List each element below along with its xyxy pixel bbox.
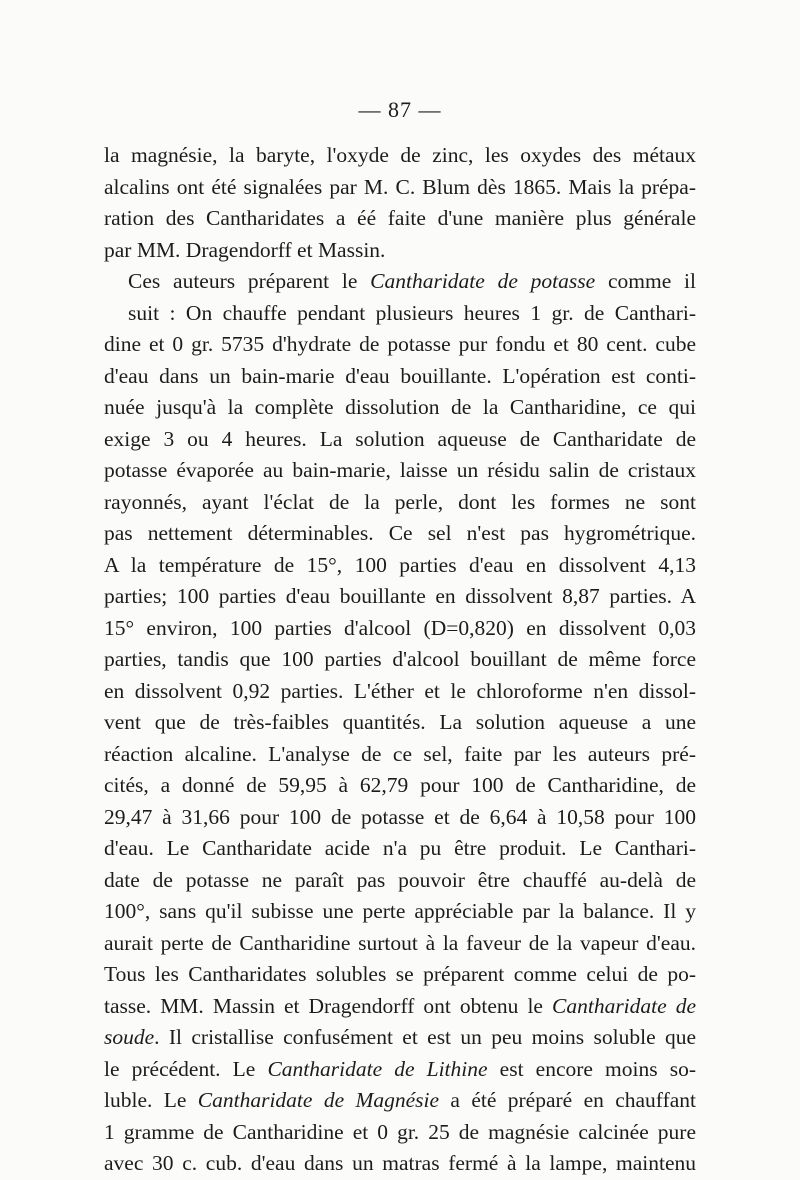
text-segment: suit : On chauffe pendant plusieurs heures 1 gr. de Canthari- bbox=[128, 300, 696, 325]
text-line bbox=[104, 140, 696, 172]
text-line bbox=[104, 1117, 696, 1149]
italic-text: Cantharidate de Lithine bbox=[267, 1056, 488, 1081]
text-line bbox=[104, 361, 696, 393]
text-segment: tasse. MM. Massin et Dragendorff ont obtenu le bbox=[104, 993, 552, 1018]
text-segment: est encore moins so- bbox=[487, 1056, 696, 1081]
text-line bbox=[104, 1148, 696, 1180]
text-segment: Tous les Cantharidates solubles se préparent comme celui de po- bbox=[104, 962, 696, 986]
text-line bbox=[104, 203, 696, 235]
text-segment: alcalins ont été signalées par M. C. Blum dès 1865. Mais la prépa- bbox=[104, 174, 696, 199]
text-line bbox=[104, 298, 696, 330]
text-segment: . Il cristallise confusément et est un peu moins soluble que bbox=[154, 1025, 696, 1049]
text-segment: le précédent. Le bbox=[104, 1056, 268, 1081]
text-line bbox=[104, 392, 696, 424]
text-line bbox=[104, 802, 696, 834]
text-segment: avec 30 c. cub. d'eau dans un matras fermé à la lampe, maintenu bbox=[104, 1151, 696, 1175]
text-segment: en dissolvent 0,92 parties. L'éther et le chloroforme n'en dissol- bbox=[104, 678, 696, 703]
text-line bbox=[104, 172, 696, 204]
text-segment: date de potasse ne paraît pas pouvoir être chauffé au-delà de bbox=[104, 867, 696, 892]
text-line bbox=[104, 865, 696, 897]
text-segment: Ces auteurs préparent le bbox=[128, 269, 371, 293]
text-segment: 15° environ, 100 parties d'alcool (D=0,820) en dissolvent 0,03 bbox=[104, 615, 696, 640]
italic-text: soude bbox=[104, 1025, 155, 1049]
text-segment: d'eau. Le Cantharidate acide n'a pu être produit. Le Canthari- bbox=[104, 836, 696, 860]
text-line bbox=[104, 1054, 696, 1086]
italic-text: Cantharidate de bbox=[552, 993, 696, 1018]
text-line bbox=[104, 550, 696, 582]
text-segment: ration des Cantharidates a éé faite d'une manière plus générale bbox=[104, 206, 696, 230]
text-segment: dine et 0 gr. 5735 d'hydrate de potasse pur fondu et 80 cent. cube bbox=[104, 332, 696, 356]
text-segment: luble. Le bbox=[104, 1088, 198, 1112]
text-segment: potasse évaporée au bain-marie, laisse un résidu salin de cristaux bbox=[104, 458, 696, 482]
text-line bbox=[104, 487, 696, 519]
italic-text: Cantharidate de Magnésie bbox=[197, 1088, 440, 1112]
text-line bbox=[104, 739, 696, 771]
text-segment: pas nettement déterminables. Ce sel n'est pas hygrométrique. bbox=[104, 521, 696, 545]
text-segment: A la température de 15°, 100 parties d'eau en dissolvent 4,13 bbox=[104, 552, 696, 577]
text-segment: comme il bbox=[595, 269, 696, 293]
text-segment: la magnésie, la baryte, l'oxyde de zinc, les oxydes des métaux bbox=[104, 143, 696, 167]
text-segment: réaction alcaline. L'analyse de ce sel, faite par les auteurs pré- bbox=[104, 741, 696, 766]
text-segment: nuée jusqu'à la complète dissolution de la Cantharidine, ce qui bbox=[104, 395, 696, 419]
text-line bbox=[104, 991, 696, 1023]
text-line bbox=[104, 581, 696, 613]
text-segment: cités, a donné de 59,95 à 62,79 pour 100 de Cantharidine, de bbox=[104, 773, 696, 797]
text-segment: 100°, sans qu'il subisse une perte appréciable par la balance. Il y bbox=[104, 899, 696, 923]
text-line bbox=[104, 959, 696, 991]
text-segment: parties, tandis que 100 parties d'alcool bouillant de même force bbox=[104, 647, 696, 671]
text-line bbox=[104, 1085, 696, 1117]
text-segment: a été préparé en chauffant bbox=[439, 1088, 696, 1112]
text-segment: 29,47 à 31,66 pour 100 de potasse et de 6,64 à 10,58 pour 100 bbox=[104, 804, 696, 829]
text-line bbox=[104, 235, 696, 267]
text-line bbox=[104, 329, 696, 361]
text-line bbox=[104, 1022, 696, 1054]
text-line bbox=[104, 424, 696, 456]
text-line bbox=[104, 770, 696, 802]
text-segment: aurait perte de Cantharidine surtout à la faveur de la vapeur d'eau. bbox=[104, 930, 696, 955]
text-line bbox=[104, 518, 696, 550]
italic-text: Cantharidate de potasse bbox=[370, 269, 596, 293]
text-segment: vent que de très-faibles quantités. La solution aqueuse a une bbox=[104, 710, 696, 734]
text-segment: d'eau dans un bain-marie d'eau bouillante. L'opération est conti- bbox=[104, 363, 696, 388]
text-line bbox=[104, 455, 696, 487]
text-segment: 1 gramme de Cantharidine et 0 gr. 25 de magnésie calcinée pure bbox=[104, 1119, 696, 1144]
text-line bbox=[104, 644, 696, 676]
body-text bbox=[104, 140, 696, 1180]
text-segment: exige 3 ou 4 heures. La solution aqueuse de Cantharidate de bbox=[104, 426, 696, 451]
text-line bbox=[104, 676, 696, 708]
text-line bbox=[104, 266, 696, 298]
page-number: — 87 — bbox=[358, 97, 442, 122]
text-line bbox=[104, 707, 696, 739]
text-segment: parties; 100 parties d'eau bouillante en dissolvent 8,87 parties. A bbox=[104, 584, 696, 608]
text-line bbox=[104, 896, 696, 928]
text-line bbox=[104, 833, 696, 865]
text-line bbox=[104, 928, 696, 960]
text-segment: rayonnés, ayant l'éclat de la perle, dont les formes ne sont bbox=[104, 489, 696, 514]
text-segment: par MM. Dragendorff et Massin. bbox=[104, 237, 386, 262]
text-line bbox=[104, 613, 696, 645]
